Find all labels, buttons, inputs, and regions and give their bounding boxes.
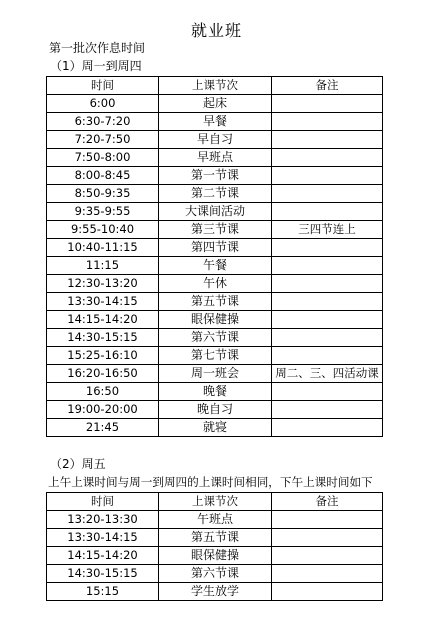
time-cell: 6:30-7:20 [47,113,159,131]
period-cell: 眼保健操 [159,547,272,565]
table-row [47,365,383,383]
period-cell: 午班点 [159,511,272,529]
time-cell: 16:50 [47,383,159,401]
period-cell: 晚自习 [159,401,272,419]
period-cell: 早自习 [159,131,272,149]
time-cell: 21:45 [47,419,159,437]
note-cell [272,131,383,149]
note-cell [272,565,383,583]
period-cell: 就寝 [159,419,272,437]
time-cell: 16:20-16:50 [47,365,159,383]
note-cell [272,257,383,275]
document-title: 就业班 [190,21,242,40]
table-row [47,185,383,203]
table-row [47,149,383,167]
table-row [47,311,383,329]
time-cell: 19:00-20:00 [47,401,159,419]
period-cell: 早餐 [159,113,272,131]
note-cell [272,401,383,419]
time-cell: 14:30-15:15 [47,329,159,347]
note-cell [272,511,383,529]
period-cell: 第五节课 [159,529,272,547]
section1-heading: （1）周一到周四 [50,59,142,73]
note-cell [272,311,383,329]
note-cell [272,185,383,203]
table-header-row [47,493,383,511]
table-row [47,203,383,221]
table-row [47,565,383,583]
table-row [47,131,383,149]
period-cell: 第六节课 [159,329,272,347]
time-cell: 7:20-7:50 [47,131,159,149]
time-cell: 15:25-16:10 [47,347,159,365]
table-header-row [47,77,383,95]
column-header-period: 上课节次 [159,493,272,511]
period-cell: 第一节课 [159,167,272,185]
table-row [47,113,383,131]
note-cell: 周二、三、四活动课 [272,365,383,383]
table-row [47,419,383,437]
column-header-time: 时间 [47,77,159,95]
column-header-note: 备注 [272,77,383,95]
table-row [47,293,383,311]
period-cell: 第四节课 [159,239,272,257]
time-cell: 13:20-13:30 [47,511,159,529]
table-row [47,95,383,113]
note-cell [272,347,383,365]
note-cell [272,113,383,131]
schedule-table-fri [46,492,383,601]
table-row [47,329,383,347]
time-cell: 10:40-11:15 [47,239,159,257]
table-row [47,347,383,365]
note-cell [272,95,383,113]
period-cell: 午休 [159,275,272,293]
section2-description: 上午上课时间与周一到周四的上课时间相同，下午上课时间如下 [48,475,373,489]
table-row [47,401,383,419]
time-cell: 7:50-8:00 [47,149,159,167]
note-cell [272,293,383,311]
note-cell [272,203,383,221]
period-cell: 第二节课 [159,185,272,203]
note-cell [272,419,383,437]
table-row [47,511,383,529]
table-row [47,383,383,401]
table-row [47,583,383,601]
period-cell: 早班点 [159,149,272,167]
period-cell: 眼保健操 [159,311,272,329]
time-cell: 9:35-9:55 [47,203,159,221]
table-row [47,167,383,185]
note-cell [272,583,383,601]
note-cell: 三四节连上 [272,221,383,239]
note-cell [272,529,383,547]
time-cell: 14:15-14:20 [47,547,159,565]
time-cell: 11:15 [47,257,159,275]
period-cell: 周一班会 [159,365,272,383]
table-row [47,275,383,293]
note-cell [272,329,383,347]
section2-heading: （2）周五 [50,457,106,471]
time-cell: 8:50-9:35 [47,185,159,203]
note-cell [272,149,383,167]
period-cell: 起床 [159,95,272,113]
table-row [47,547,383,565]
table-row [47,257,383,275]
time-cell: 15:15 [47,583,159,601]
column-header-period: 上课节次 [159,77,272,95]
period-cell: 午餐 [159,257,272,275]
time-cell: 13:30-14:15 [47,529,159,547]
note-cell [272,167,383,185]
batch-heading: 第一批次作息时间 [49,41,146,55]
period-cell: 第六节课 [159,565,272,583]
column-header-time: 时间 [47,493,159,511]
time-cell: 13:30-14:15 [47,293,159,311]
period-cell: 第七节课 [159,347,272,365]
period-cell: 大课间活动 [159,203,272,221]
note-cell [272,383,383,401]
note-cell [272,547,383,565]
table-row [47,529,383,547]
time-cell: 14:30-15:15 [47,565,159,583]
time-cell: 9:55-10:40 [47,221,159,239]
table-row [47,221,383,239]
period-cell: 学生放学 [159,583,272,601]
table-row [47,239,383,257]
time-cell: 12:30-13:20 [47,275,159,293]
time-cell: 6:00 [47,95,159,113]
period-cell: 晚餐 [159,383,272,401]
schedule-table-mon-thu [46,76,383,437]
period-cell: 第三节课 [159,221,272,239]
note-cell [272,275,383,293]
time-cell: 14:15-14:20 [47,311,159,329]
time-cell: 8:00-8:45 [47,167,159,185]
period-cell: 第五节课 [159,293,272,311]
column-header-note: 备注 [272,493,383,511]
note-cell [272,239,383,257]
